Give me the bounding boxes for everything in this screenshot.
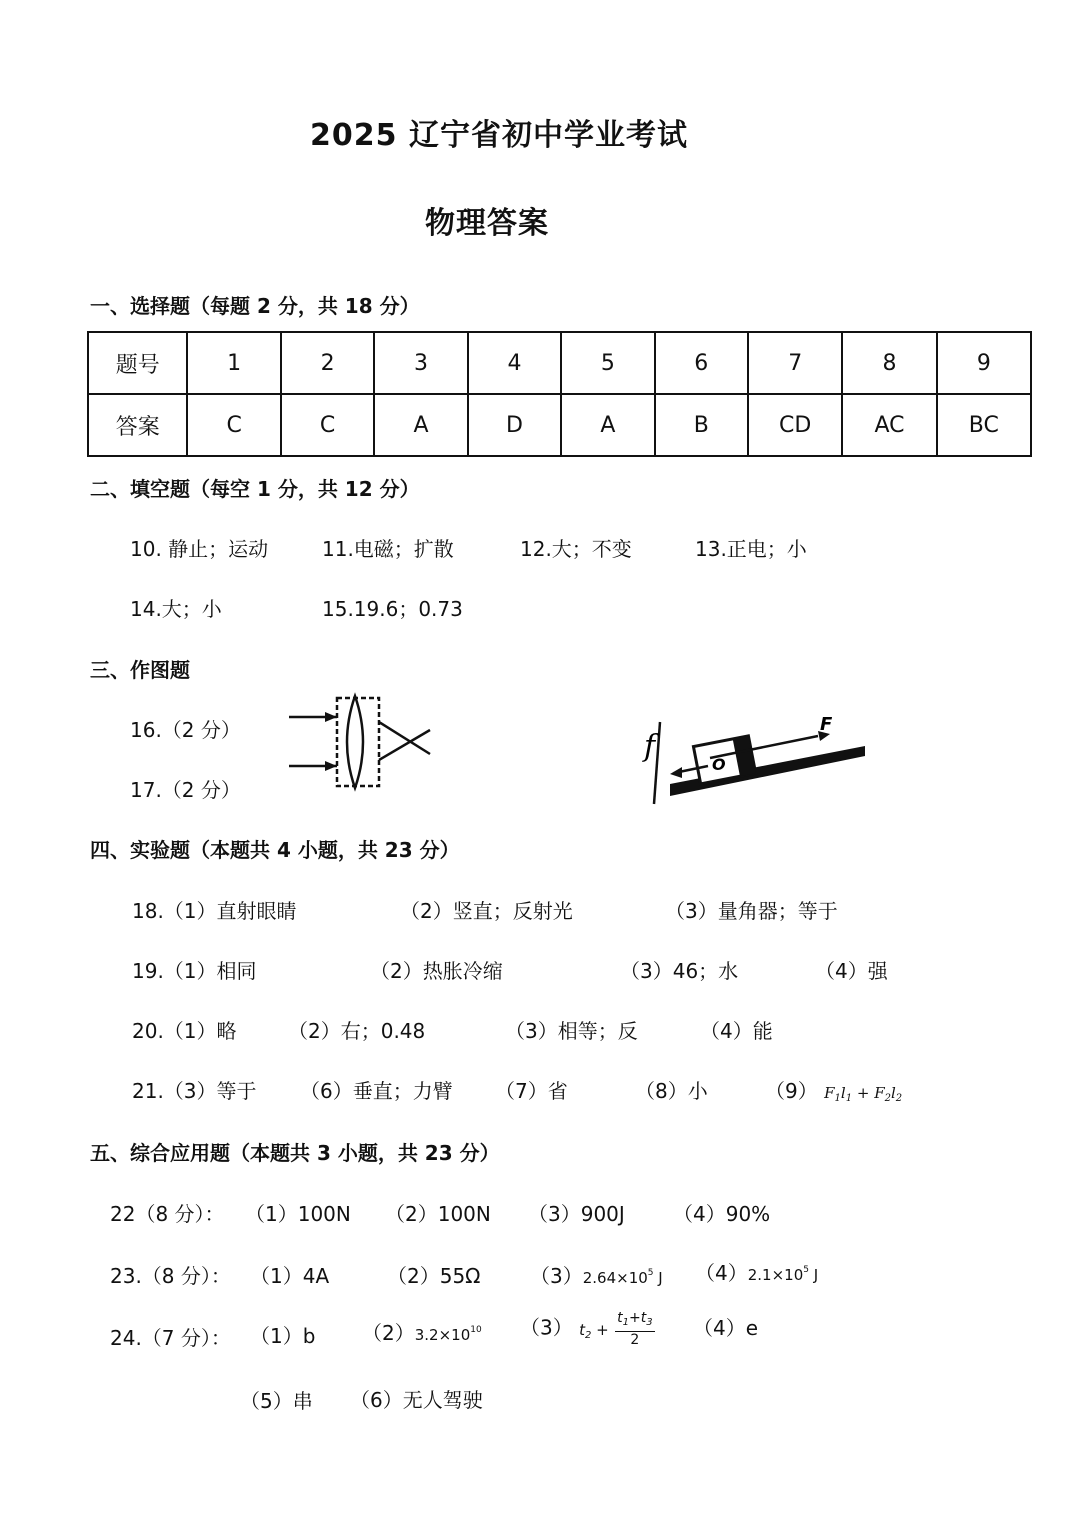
answer-22-3: （3）900J — [528, 1202, 625, 1226]
answer-21-3: 21.（3）等于 — [132, 1079, 257, 1103]
label-O: O — [712, 755, 726, 774]
answer-20-1: 20.（1）略 — [132, 1019, 237, 1043]
answer-cell: B — [655, 394, 748, 456]
page-subtitle: 物理答案 — [425, 206, 549, 241]
refracted-ray-top — [379, 722, 430, 754]
answer-21-9-label: （9） — [765, 1079, 818, 1103]
answer-19-4: （4）强 — [815, 959, 888, 983]
answer-11: 11.电磁；扩散 — [322, 537, 454, 561]
answer-19-3: （3）46；水 — [620, 959, 739, 983]
question-number: 6 — [655, 332, 748, 394]
answer-22-2: （2）100N — [385, 1202, 491, 1226]
question-16-label: 16.（2 分） — [130, 718, 241, 742]
question-number: 1 — [187, 332, 280, 394]
answer-22-1: （1）100N — [245, 1202, 351, 1226]
answer-18-2: （2）竖直；反射光 — [400, 899, 573, 923]
answer-21-8: （8）小 — [635, 1079, 708, 1103]
answer-cell: C — [281, 394, 374, 456]
answer-21-9 — [765, 1075, 902, 1104]
answer-cell: C — [187, 394, 280, 456]
dashed-box — [337, 698, 379, 786]
answer-cell: BC — [937, 394, 1031, 456]
answer-23-4: $(4)2.1\times 10^5$ J — [695, 1261, 819, 1285]
answer-12: 12.大；不变 — [520, 537, 632, 561]
incline-force-diagram — [640, 712, 870, 807]
question-number: 8 — [842, 332, 936, 394]
section4-heading: 四、实验题（本题共 4 小题，共 23 分） — [90, 838, 460, 862]
answer-22-label: 22（8 分）： — [110, 1202, 225, 1226]
answer-13: 13.正电；小 — [695, 537, 807, 561]
answer-20-4: （4）能 — [700, 1019, 773, 1043]
question-number: 9 — [937, 332, 1031, 394]
answer-23-label: 23.（8 分）： — [110, 1264, 231, 1288]
row-label-answer: 答案 — [88, 394, 187, 456]
answer-21-6: （6）垂直；力臂 — [300, 1079, 453, 1103]
label-f: f — [644, 729, 656, 764]
answer-14: 14.大；小 — [130, 597, 222, 621]
answer-15: 15.19.6；0.73 — [322, 597, 463, 621]
answer-23-3: $(3)2.64\times 10^5$ J — [530, 1264, 663, 1288]
answer-19-1: 19.（1）相同 — [132, 959, 257, 983]
answer-20-3: （3）相等；反 — [505, 1019, 638, 1043]
refracted-ray-bottom — [379, 730, 430, 760]
choice-answer-table — [87, 331, 1032, 457]
answer-24-label: 24.（7 分）： — [110, 1326, 231, 1350]
answer-18-1: 18.（1）直射眼睛 — [132, 899, 297, 923]
answer-20-2: （2）右；0.48 — [288, 1019, 426, 1043]
section3-heading: 三、作图题 — [90, 658, 190, 682]
question-17-label: 17.（2 分） — [130, 778, 241, 802]
question-number: 3 — [374, 332, 467, 394]
row-label-number: 题号 — [88, 332, 187, 394]
answer-22-4: （4）90% — [673, 1202, 771, 1226]
answer-cell: AC — [842, 394, 936, 456]
answer-18-3: （3）量角器；等于 — [665, 899, 838, 923]
answer-24-4: （4）e — [693, 1316, 759, 1340]
answer-23-2: （2）55Ω — [387, 1264, 481, 1288]
section1-heading: 一、选择题（每题 2 分，共 18 分） — [90, 294, 420, 318]
answer-19-2: （2）热胀冷缩 — [370, 959, 503, 983]
convex-lens — [347, 696, 363, 788]
question-number: 7 — [748, 332, 842, 394]
question-number: 5 — [561, 332, 654, 394]
lens-ray-diagram — [285, 692, 435, 792]
answer-cell: A — [561, 394, 654, 456]
page-title: 2025 辽宁省初中学业考试 — [310, 118, 688, 153]
time-formula: $t_2$ + — [579, 1320, 609, 1341]
question-number: 2 — [281, 332, 374, 394]
answer-21-7: （7）省 — [495, 1079, 568, 1103]
label-F: F — [820, 714, 833, 735]
section5-heading: 五、综合应用题（本题共 3 小题，共 23 分） — [90, 1141, 500, 1165]
answer-23-1: （1）4A — [250, 1264, 330, 1288]
answer-24-1: （1）b — [250, 1324, 316, 1348]
fraction: $\frac{t_1+t_3}{2}$ — [617, 1310, 653, 1348]
section2-heading: 二、填空题（每空 1 分，共 12 分） — [90, 477, 420, 501]
lever-formula: $F_1l_1 + F_2l_2$ — [824, 1084, 903, 1104]
table-row-numbers — [88, 332, 1031, 394]
answer-cell: D — [468, 394, 562, 456]
answer-24-5: （5）串 — [240, 1389, 313, 1413]
question-number: 4 — [468, 332, 562, 394]
answer-24-3: （3） $t_2$ + $\frac{t_1+t_3}{2}$ — [520, 1310, 653, 1348]
answer-cell: CD — [748, 394, 842, 456]
answer-24-2: $(2)3.2\times 10^{10}$ — [362, 1321, 482, 1345]
answer-24-6: （6）无人驾驶 — [350, 1388, 483, 1412]
answer-cell: A — [374, 394, 467, 456]
answer-10: 10. 静止；运动 — [130, 537, 269, 561]
table-row-answers — [88, 394, 1031, 456]
